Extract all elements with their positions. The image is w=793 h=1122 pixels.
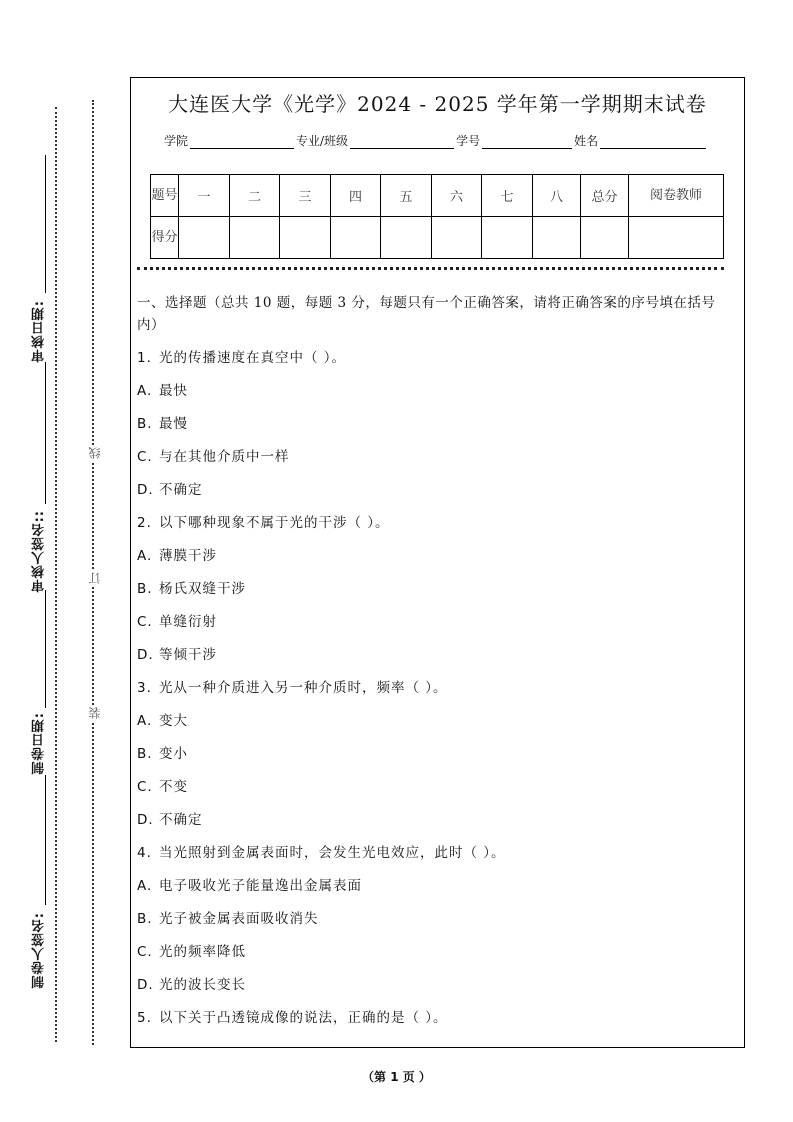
student-id-label: 学号 xyxy=(456,134,481,148)
question-number: 3. xyxy=(137,680,152,696)
score-cell[interactable] xyxy=(331,217,381,259)
review-date-label: 审核日期: xyxy=(32,300,47,363)
row-label-question-no: 题号 xyxy=(151,175,179,217)
col-header: 七 xyxy=(482,175,533,217)
option-text: 薄膜干涉 xyxy=(159,548,217,564)
exam-frame xyxy=(130,77,745,1048)
option-label: C. xyxy=(137,614,153,630)
question-number: 5. xyxy=(137,1010,152,1026)
option xyxy=(137,875,730,908)
option-text: 变大 xyxy=(159,713,188,729)
question-text: 以下哪种现象不属于光的干涉（ ）。 xyxy=(159,515,390,531)
table-row xyxy=(151,217,724,259)
option-label: B. xyxy=(137,416,153,432)
name-label: 姓名 xyxy=(574,134,599,148)
binding-char-bind: 订 xyxy=(88,572,102,584)
option xyxy=(137,974,730,1007)
college-field[interactable] xyxy=(190,134,294,149)
reviewer-signature-label: 审核人签名:: xyxy=(32,510,47,593)
score-cell[interactable] xyxy=(533,217,581,259)
score-cell[interactable] xyxy=(280,217,331,259)
score-table xyxy=(150,174,724,259)
option-label: B. xyxy=(137,581,153,597)
signature-line xyxy=(45,590,46,708)
option-text: 变小 xyxy=(159,746,188,762)
score-cell[interactable] xyxy=(432,217,482,259)
page-number: （第 1 页 ） xyxy=(362,1070,431,1084)
compiler-signature-label: 制卷人签名: xyxy=(32,912,47,989)
question-text: 光的传播速度在真空中（ ）。 xyxy=(159,350,347,366)
question-text: 以下关于凸透镜成像的说法，正确的是（ ）。 xyxy=(159,1010,448,1026)
section-heading: 一、选择题（总共 10 题，每题 3 分，每题只有一个正确答案，请将正确答案的序号填在括号内） xyxy=(137,295,716,333)
option-text: 最慢 xyxy=(159,416,188,432)
score-cell[interactable] xyxy=(381,217,432,259)
option-label: D. xyxy=(137,482,154,498)
option-label: A. xyxy=(137,878,153,894)
question-number: 2. xyxy=(137,515,152,531)
col-header: 二 xyxy=(230,175,280,217)
option-text: 电子吸收光子能量逸出金属表面 xyxy=(159,878,362,894)
option-text: 等倾干涉 xyxy=(159,647,217,663)
col-header: 六 xyxy=(432,175,482,217)
option-label: C. xyxy=(137,449,153,465)
binding-char-pack: 装 xyxy=(88,707,102,719)
col-header: 四 xyxy=(331,175,381,217)
col-header: 总分 xyxy=(581,175,629,217)
option xyxy=(137,380,730,413)
option-label: A. xyxy=(137,383,153,399)
compile-date-label: 制卷日期: xyxy=(32,712,47,775)
option xyxy=(137,710,730,743)
option xyxy=(137,578,730,611)
col-header: 五 xyxy=(381,175,432,217)
table-row xyxy=(151,175,724,217)
score-cell[interactable] xyxy=(230,217,280,259)
option-text: 单缝衍射 xyxy=(159,614,217,630)
signature-line xyxy=(45,155,46,293)
col-header: 八 xyxy=(533,175,581,217)
student-info-row xyxy=(164,132,708,149)
score-cell[interactable] xyxy=(482,217,533,259)
name-field[interactable] xyxy=(600,134,706,149)
option-label: B. xyxy=(137,746,153,762)
option-text: 不确定 xyxy=(159,482,203,498)
option-text: 杨氏双缝干涉 xyxy=(159,581,246,597)
score-cell[interactable] xyxy=(581,217,629,259)
question-number: 4. xyxy=(137,845,152,861)
option xyxy=(137,809,730,842)
major-class-label: 专业/班级 xyxy=(296,134,349,148)
question xyxy=(137,347,730,380)
option xyxy=(137,941,730,974)
signature-line xyxy=(45,775,46,905)
question-text: 当光照射到金属表面时，会发生光电效应，此时（ ）。 xyxy=(159,845,506,861)
option-label: D. xyxy=(137,647,154,663)
exam-title: 大连医大学《光学》2024 - 2025 学年第一学期期末试卷 xyxy=(168,92,707,116)
question-number: 1. xyxy=(137,350,152,366)
col-header: 一 xyxy=(179,175,230,217)
option-label: A. xyxy=(137,548,153,564)
option-text: 与在其他介质中一样 xyxy=(159,449,290,465)
row-label-score: 得分 xyxy=(151,217,179,259)
col-header: 三 xyxy=(280,175,331,217)
question xyxy=(137,512,730,545)
option xyxy=(137,446,730,479)
option-label: B. xyxy=(137,911,153,927)
option-label: C. xyxy=(137,944,153,960)
option-label: A. xyxy=(137,713,153,729)
option-text: 不确定 xyxy=(159,812,203,828)
student-id-field[interactable] xyxy=(482,134,572,149)
option-label: D. xyxy=(137,977,154,993)
question-text: 光从一种介质进入另一种介质时，频率（ ）。 xyxy=(159,680,448,696)
score-cell[interactable] xyxy=(179,217,230,259)
score-cell[interactable] xyxy=(629,217,724,259)
option-text: 最快 xyxy=(159,383,188,399)
question xyxy=(137,677,730,710)
binding-dotted-line-outer xyxy=(55,107,57,1042)
option-text: 光子被金属表面吸收消失 xyxy=(159,911,319,927)
questions-content xyxy=(137,292,730,1040)
option xyxy=(137,413,730,446)
option-label: D. xyxy=(137,812,154,828)
signature-line xyxy=(45,362,46,504)
option xyxy=(137,644,730,677)
option xyxy=(137,545,730,578)
option xyxy=(137,743,730,776)
option xyxy=(137,611,730,644)
major-class-field[interactable] xyxy=(350,134,454,149)
question xyxy=(137,1007,730,1040)
option-label: C. xyxy=(137,779,153,795)
college-label: 学院 xyxy=(164,134,189,148)
binding-char-line: 线 xyxy=(88,447,102,459)
option xyxy=(137,776,730,809)
col-header: 阅卷教师 xyxy=(629,175,724,217)
option-text: 不变 xyxy=(159,779,188,795)
option xyxy=(137,479,730,512)
question xyxy=(137,842,730,875)
option xyxy=(137,908,730,941)
section-divider xyxy=(137,267,724,270)
option-text: 光的波长变长 xyxy=(159,977,246,993)
option-text: 光的频率降低 xyxy=(159,944,246,960)
